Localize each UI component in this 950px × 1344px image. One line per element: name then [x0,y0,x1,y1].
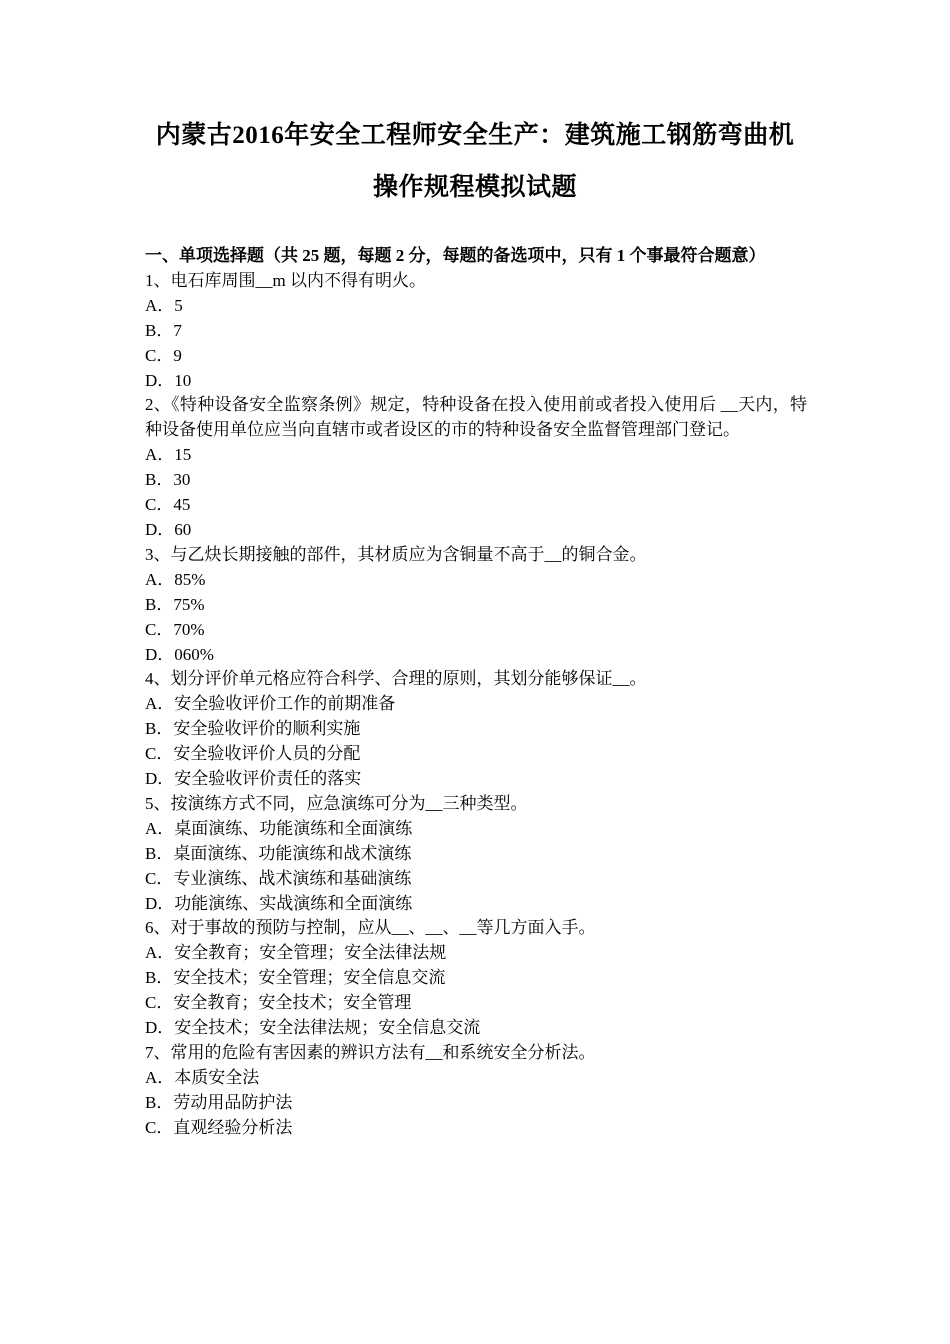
option-b: B．劳动用品防护法 [145,1092,293,1112]
option-a: A．桌面演练、功能演练和全面演练 [145,818,413,838]
option-d: D．060% [145,644,214,664]
option-a: A．安全验收评价工作的前期准备 [145,694,396,714]
question-3 [145,543,807,668]
question-6 [145,916,807,1041]
section-heading: 一、单项选择题（共 25 题，每题 2 分，每题的备选项中，只有 1 个事最符合题意） [145,246,766,265]
option-a: A．85% [145,569,206,589]
question-text: 6、对于事故的预防与控制，应从__、__、__等几方面入手。 [145,918,596,938]
option-d: D．功能演练、实战演练和全面演练 [145,893,413,913]
option-a: A．5 [145,295,183,315]
option-c: C．专业演练、战术演练和基础演练 [145,868,412,888]
question-text: 2、《特种设备安全监察条例》规定，特种设备在投入使用前或者投入使用后 __天内，特种设备使用单位应当向直辖市或者设区的市的特种设备安全监督管理部门登记。 [145,395,807,440]
option-d: D．安全技术；安全法律法规；安全信息交流 [145,1018,481,1038]
option-c: C．安全验收评价人员的分配 [145,744,361,764]
option-b: B．安全验收评价的顺利实施 [145,719,361,739]
question-text: 7、常用的危险有害因素的辨识方法有__和系统安全分析法。 [145,1043,596,1062]
option-a: A．15 [145,445,192,465]
option-c: C．直观经验分析法 [145,1117,293,1137]
option-a: A．安全教育；安全管理；安全法律法规 [145,943,447,963]
option-d: D．60 [145,519,192,539]
document-title-line1: 内蒙古2016年安全工程师安全生产：建筑施工钢筋弯曲机 [155,122,795,149]
option-c: C．45 [145,495,191,515]
option-b: B．30 [145,470,191,490]
option-b: B．7 [145,320,182,340]
question-7 [145,1041,807,1141]
option-b: B．安全技术；安全管理；安全信息交流 [145,968,446,988]
option-b: B．75% [145,594,205,614]
question-text: 3、与乙炔长期接触的部件，其材质应为含铜量不高于__的铜合金。 [145,544,647,564]
option-c: C．安全教育；安全技术；安全管理 [145,993,412,1013]
question-4 [145,667,807,792]
option-d: D．10 [145,370,192,390]
question-1 [145,269,807,394]
question-5 [145,792,807,917]
option-d: D．安全验收评价责任的落实 [145,769,362,789]
question-2 [145,393,807,542]
option-a: A．本质安全法 [145,1067,260,1087]
option-b: B．桌面演练、功能演练和战术演练 [145,843,412,863]
question-text: 4、划分评价单元格应符合科学、合理的原则，其划分能够保证__。 [145,669,647,689]
option-c: C．9 [145,345,182,365]
document-body [145,244,807,1141]
document-title-line2: 操作规程模拟试题 [372,174,577,201]
option-c: C．70% [145,619,205,639]
question-text: 5、按演练方式不同，应急演练可分为__三种类型。 [145,793,528,813]
question-text: 1、电石库周围__m 以内不得有明火。 [145,270,426,290]
